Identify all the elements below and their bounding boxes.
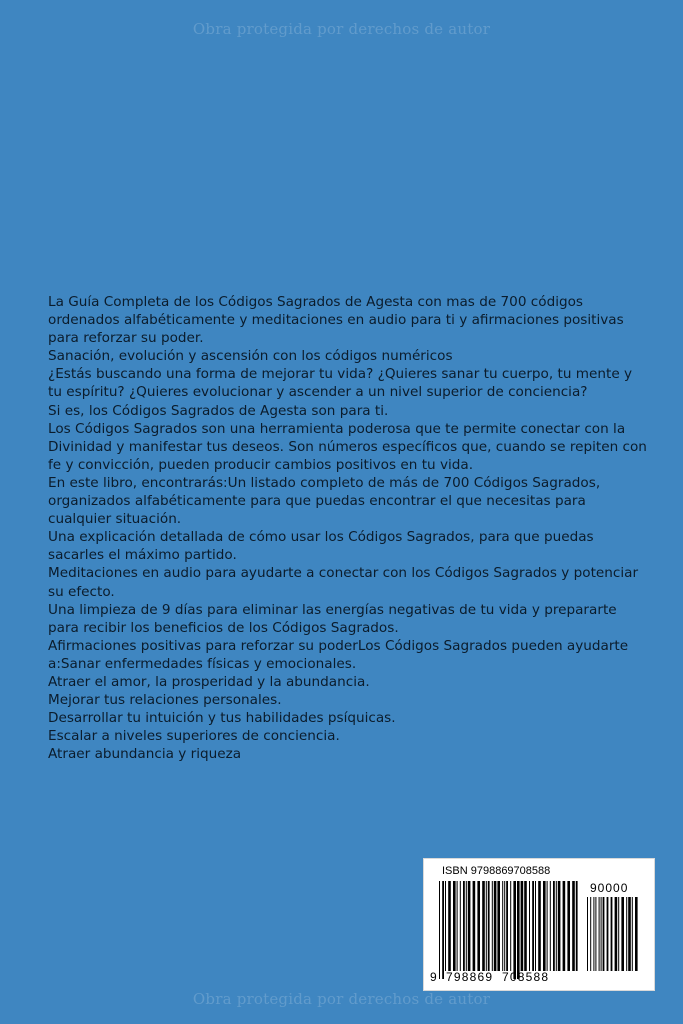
barcode-first-digit: 9 <box>430 970 438 984</box>
ean13-barcode-icon <box>438 881 578 979</box>
blurb-paragraph: Mejorar tus relaciones personales. <box>48 692 282 709</box>
blurb-paragraph: Una limpieza de 9 días para eliminar las energías negativas de tu vida y prepararte para recibir los beneficios de los Códigos Sagrados. <box>48 601 617 636</box>
back-cover-description <box>48 293 648 763</box>
barcode-left-digits: 798869 <box>446 970 494 984</box>
blurb-paragraph: Si es, los Códigos Sagrados de Agesta son para ti. <box>48 402 389 419</box>
barcode-right-digits: 708588 <box>502 970 550 984</box>
blurb-paragraph: Desarrollar tu intuición y tus habilidades psíquicas. <box>48 710 396 727</box>
blurb-paragraph: Sanación, evolución y ascensión con los códigos numéricos <box>48 348 453 365</box>
blurb-paragraph: Afirmaciones positivas para reforzar su poderLos Códigos Sagrados pueden ayudarte a:Sanar enfermedades físicas y emocionales. <box>48 637 629 672</box>
blurb-paragraph: ¿Estás buscando una forma de mejorar tu vida? ¿Quieres sanar tu cuerpo, tu mente y tu espíritu? ¿Quieres evolucionar y ascender a un nivel superior de conciencia? <box>48 366 633 401</box>
watermark-top: Obra protegida por derechos de autor <box>192 20 491 38</box>
blurb-paragraph: Una explicación detallada de cómo usar los Códigos Sagrados, para que puedas sacarles el máximo partido. <box>48 529 594 564</box>
watermark-bottom: Obra protegida por derechos de autor <box>192 990 491 1008</box>
price-code: 90000 <box>590 881 629 895</box>
blurb-paragraph: La Guía Completa de los Códigos Sagrados de Agesta con mas de 700 códigos ordenados alfabéticamente y meditaciones en audio para ti y afirmaciones positivas para reforzar su poder. <box>48 294 624 347</box>
blurb-paragraph: Atraer el amor, la prosperidad y la abundancia. <box>48 673 370 690</box>
isbn-label: ISBN 9798869708588 <box>442 865 551 877</box>
price-addon-barcode-icon <box>586 897 648 979</box>
blurb-paragraph: Atraer abundancia y riqueza <box>48 746 242 763</box>
blurb-paragraph: Meditaciones en audio para ayudarte a conectar con los Códigos Sagrados y potenciar su efecto. <box>48 565 639 600</box>
blurb-paragraph: Los Códigos Sagrados son una herramienta poderosa que te permite conectar con la Divinidad y manifestar tus deseos. Son números específicos que, cuando se repiten con fe y convicción, pueden producir cambios positivos en tu vida. <box>48 420 647 473</box>
isbn-barcode-box <box>423 858 655 991</box>
blurb-paragraph: En este libro, encontrarás:Un listado completo de más de 700 Códigos Sagrados, organizados alfabéticamente para que puedas encontrar el que necesitas para cualquier situación. <box>48 474 601 528</box>
blurb-paragraph: Escalar a niveles superiores de conciencia. <box>48 728 340 745</box>
